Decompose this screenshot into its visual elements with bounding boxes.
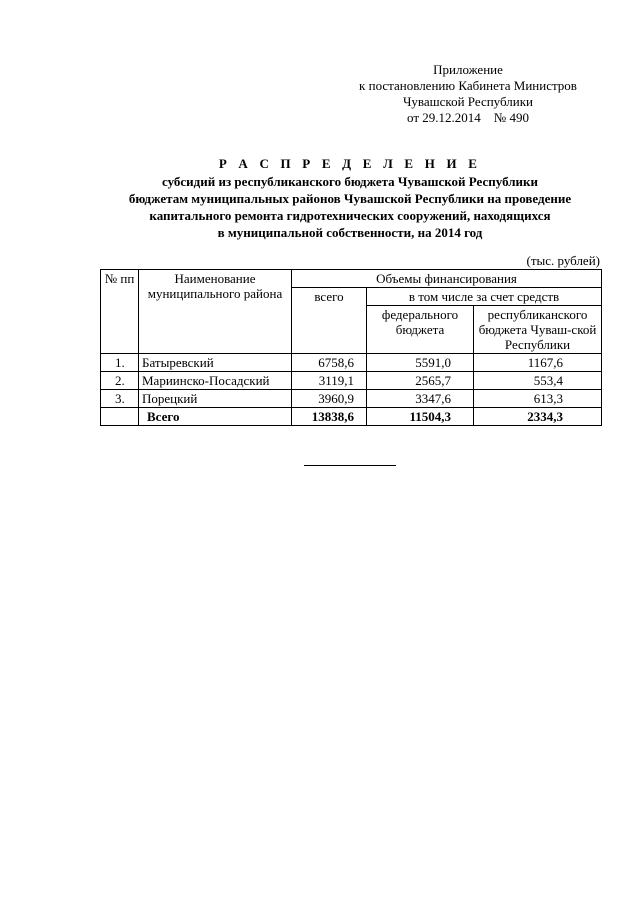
- document-subtitle-line-3: капитального ремонта гидротехнических сооружений, находящихся: [149, 208, 551, 223]
- row-federal: 3347,6: [367, 390, 474, 408]
- total-index-empty: [101, 408, 139, 426]
- document-subtitle-line-4: в муниципальной собственности, на 2014 год: [217, 225, 483, 240]
- document-title: Р А С П Р Е Д Е Л Е Н И Е: [218, 156, 482, 171]
- row-index: 2.: [101, 372, 139, 390]
- appendix-resolution: к постановлению Кабинета Министров: [359, 78, 577, 93]
- total-label: Всего: [139, 408, 292, 426]
- units-label: (тыс. рублей): [526, 253, 600, 268]
- appendix-title: Приложение: [433, 62, 503, 77]
- document-subtitle-line-1: субсидий из республиканского бюджета Чувашской Республики: [161, 174, 539, 189]
- row-total: 3119,1: [292, 372, 367, 390]
- row-index: 1.: [101, 354, 139, 372]
- appendix-republic: Чувашской Республики: [402, 94, 534, 109]
- header-funding: Объемы финансирования: [292, 270, 602, 288]
- header-district-name: Наименование муниципального района: [139, 270, 292, 354]
- appendix-block: [340, 62, 596, 126]
- table-row: [101, 372, 602, 390]
- document-heading: [90, 155, 610, 241]
- row-total: 3960,9: [292, 390, 367, 408]
- header-republic-budget: республиканского бюджета Чуваш-ской Республики: [474, 306, 602, 354]
- appendix-date-number: от 29.12.2014 № 490: [407, 110, 529, 125]
- row-federal: 5591,0: [367, 354, 474, 372]
- header-total: всего: [292, 288, 367, 354]
- row-federal: 2565,7: [367, 372, 474, 390]
- row-republic: 553,4: [474, 372, 602, 390]
- subsidy-table: [100, 269, 602, 426]
- row-index: 3.: [101, 390, 139, 408]
- row-total: 6758,6: [292, 354, 367, 372]
- table-row: [101, 390, 602, 408]
- total-federal: 11504,3: [367, 408, 474, 426]
- table-total-row: [101, 408, 602, 426]
- document-subtitle-line-2: бюджетам муниципальных районов Чувашской Республики на проведение: [128, 191, 572, 206]
- row-republic: 613,3: [474, 390, 602, 408]
- row-district: Мариинско-Посадский: [139, 372, 292, 390]
- row-district: Батыревский: [139, 354, 292, 372]
- closing-divider: [304, 465, 396, 466]
- total-sum: 13838,6: [292, 408, 367, 426]
- table-row: [101, 354, 602, 372]
- header-federal-budget: федерального бюджета: [367, 306, 474, 354]
- header-number: № пп: [101, 270, 139, 354]
- row-republic: 1167,6: [474, 354, 602, 372]
- header-including: в том числе за счет средств: [367, 288, 602, 306]
- row-district: Порецкий: [139, 390, 292, 408]
- total-republic: 2334,3: [474, 408, 602, 426]
